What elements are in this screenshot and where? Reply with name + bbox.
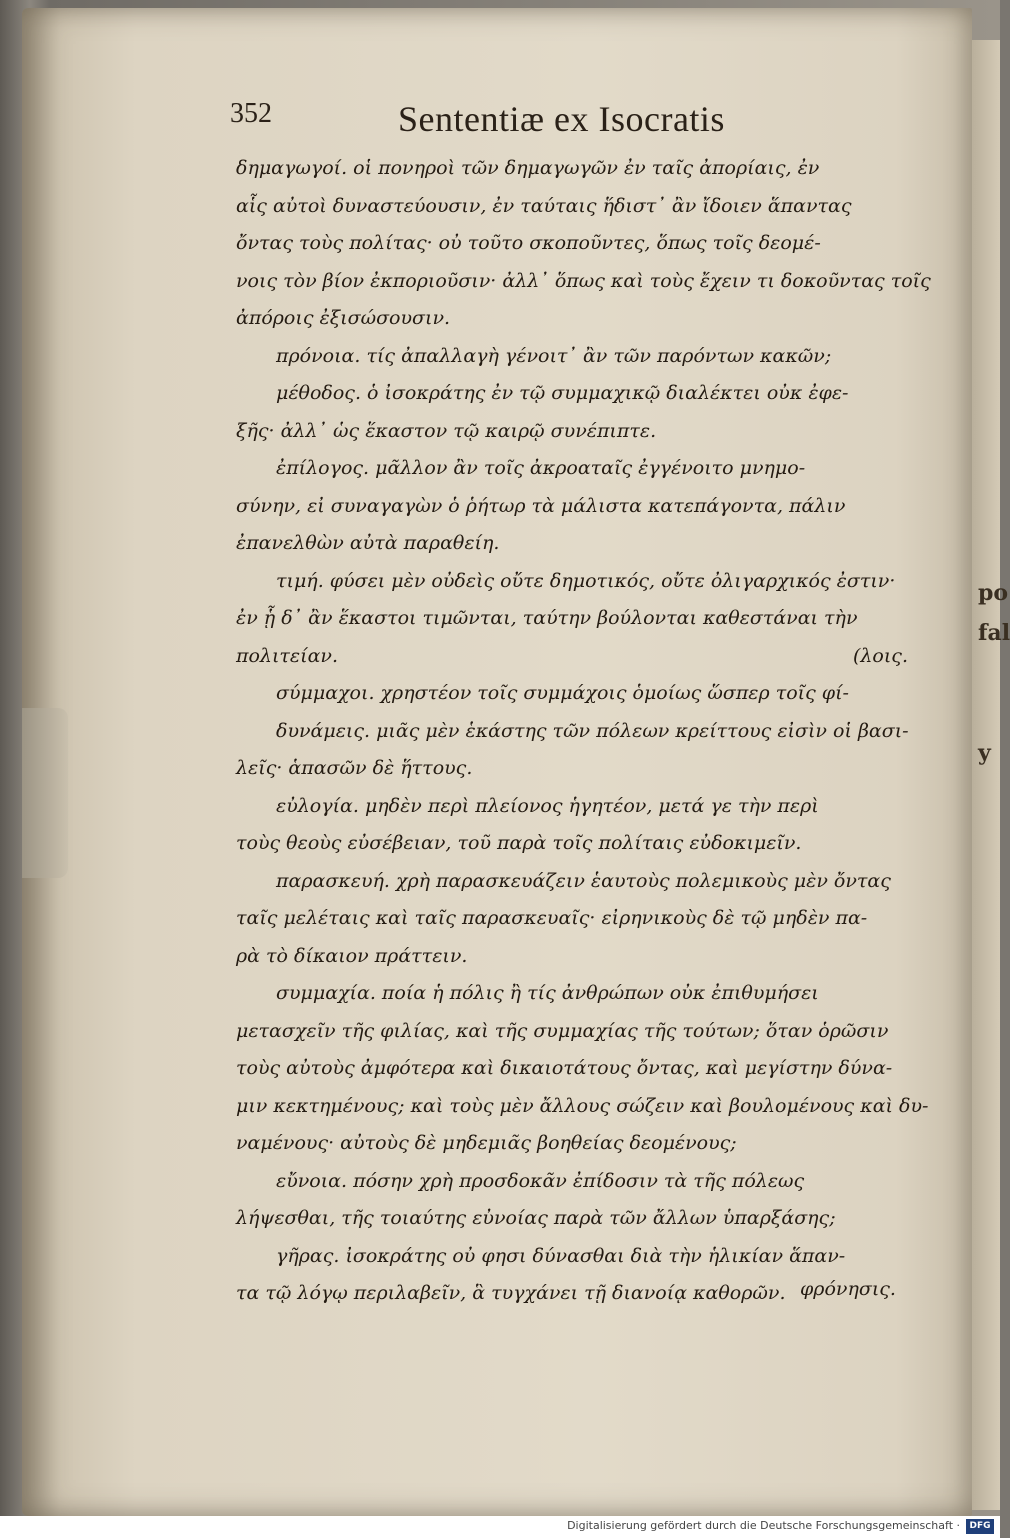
text-line: τιμή. φύσει μὲν οὐδεὶς οὔτε δημοτικός, οὔτε ὀλιγαρχικός ἐστιν·	[276, 569, 896, 592]
text-line: σύνην, εἰ συναγαγὼν ὁ ῥήτωρ τὰ μάλιστα κατεπάγοντα, πάλιν	[236, 494, 846, 517]
text-line: εὔνοια. πόσην χρὴ προσδοκᾶν ἐπίδοσιν τὰ τῆς πόλεως	[276, 1169, 805, 1192]
text-line: αἷς αὐτοὶ δυναστεύουσιν, ἐν ταύταις ἥδιστ᾽ ἂν ἴδοιεν ἅπαντας	[236, 194, 852, 217]
text-line: ρὰ τὸ δίκαιον πράττειν.	[236, 944, 468, 967]
text-line: ὄντας τοὺς πολίτας· οὐ τοῦτο σκοποῦντες, ὅπως τοῖς δεομέ-	[236, 232, 821, 254]
funding-credit: Digitalisierung gefördert durch die Deutsche Forschungsgemeinschaft ·	[567, 1519, 960, 1532]
next-page-fragment: y	[978, 740, 991, 766]
next-page-edge	[972, 40, 1010, 1510]
digitization-footer	[0, 1516, 1000, 1538]
text-line: μέθοδος. ὁ ἰσοκράτης ἐν τῷ συμμαχικῷ διαλέκτει οὐκ ἐφε-	[276, 382, 849, 404]
text-line: τα τῷ λόγῳ περιλαβεῖν, ἃ τυγχάνει τῇ διανοίᾳ καθορῶν.	[236, 1282, 786, 1304]
text-line: συμμαχία. ποία ἡ πόλις ἢ τίς ἀνθρώπων οὐκ ἐπιθυμήσει	[276, 982, 819, 1004]
text-line	[236, 638, 914, 676]
text-line: τοὺς αὐτοὺς ἀμφότερα καὶ δικαιοτάτους ὄντας, καὶ μεγίστην δύνα-	[236, 1057, 893, 1079]
text-line: ἐν ᾗ δ᾽ ἂν ἕκαστοι τιμῶνται, ταύτην βούλονται καθεστάναι τὴν	[236, 607, 858, 629]
next-page-fragment: fal	[978, 620, 1010, 646]
text-line: λεῖς· ἁπασῶν δὲ ἥττους.	[236, 757, 473, 779]
text-line: δυνάμεις. μιᾶς μὲν ἑκάστης τῶν πόλεων κρείττους εἰσὶν οἱ βασι-	[276, 719, 909, 742]
text-line: μετασχεῖν τῆς φιλίας, καὶ τῆς συμμαχίας τῆς τούτων; ὅταν ὁρῶσιν	[236, 1019, 889, 1042]
text-line: νοις τὸν βίον ἐκποριοῦσιν· ἀλλ᾽ ὅπως καὶ τοὺς ἔχειν τι δοκοῦντας τοῖς	[236, 269, 931, 292]
text-line: μιν κεκτημένους; καὶ τοὺς μὲν ἄλλους σώζειν καὶ βουλομένους καὶ δυ-	[236, 1094, 929, 1117]
text-line: ἀπόροις ἐξισώσουσιν.	[236, 307, 451, 329]
dfg-logo: DFG	[966, 1519, 994, 1534]
next-page-fragment: po	[978, 580, 1009, 606]
page-clip-shadow	[22, 708, 68, 878]
text-line: ξῆς· ἀλλ᾽ ὡς ἕκαστον τῷ καιρῷ συνέπιπτε.	[236, 419, 657, 442]
text-line: δημαγωγοί. οἱ πονηροὶ τῶν δημαγωγῶν ἐν ταῖς ἀπορίαις, ἐν	[236, 157, 820, 179]
greek-text-block	[236, 150, 931, 1313]
catchword: φρόνησις.	[800, 1278, 896, 1300]
page-number: 352	[230, 98, 272, 129]
text-line-content: πολιτείαν.	[236, 644, 338, 667]
text-line: εὐλογία. μηδὲν περὶ πλείονος ἡγητέον, μετά γε τὴν περὶ	[276, 794, 819, 817]
text-line: σύμμαχοι. χρηστέον τοῖς συμμάχοις ὁμοίως ὥσπερ τοῖς φί-	[276, 682, 849, 704]
running-head	[230, 98, 930, 148]
text-line: ἐπανελθὼν αὐτὰ παραθείη.	[236, 532, 500, 554]
margin-continuation: (λοις.	[852, 644, 908, 667]
text-line: γῆρας. ἰσοκράτης οὐ φησι δύνασθαι διὰ τὴν ἡλικίαν ἅπαν-	[276, 1244, 846, 1267]
text-line: ναμένους· αὐτοὺς δὲ μηδεμιᾶς βοηθείας δεομένους;	[236, 1132, 737, 1154]
text-line: πρόνοια. τίς ἀπαλλαγὴ γένοιτ᾽ ἂν τῶν παρόντων κακῶν;	[276, 344, 832, 367]
text-line: ἐπίλογος. μᾶλλον ἂν τοῖς ἀκροαταῖς ἐγγένοιτο μνημο-	[276, 457, 806, 479]
text-line: τοὺς θεοὺς εὐσέβειαν, τοῦ παρὰ τοῖς πολίταις εὐδοκιμεῖν.	[236, 832, 802, 854]
running-title: Sententiæ ex Isocratis	[398, 99, 725, 139]
text-line: παρασκευή. χρὴ παρασκευάζειν ἑαυτοὺς πολεμικοὺς μὲν ὄντας	[276, 869, 891, 892]
text-line: ταῖς μελέταις καὶ ταῖς παρασκευαῖς· εἰρηνικοὺς δὲ τῷ μηδὲν πα-	[236, 907, 868, 929]
text-line: λήψεσθαι, τῆς τοιαύτης εὐνοίας παρὰ τῶν ἄλλων ὑπαρξάσης;	[236, 1207, 836, 1229]
